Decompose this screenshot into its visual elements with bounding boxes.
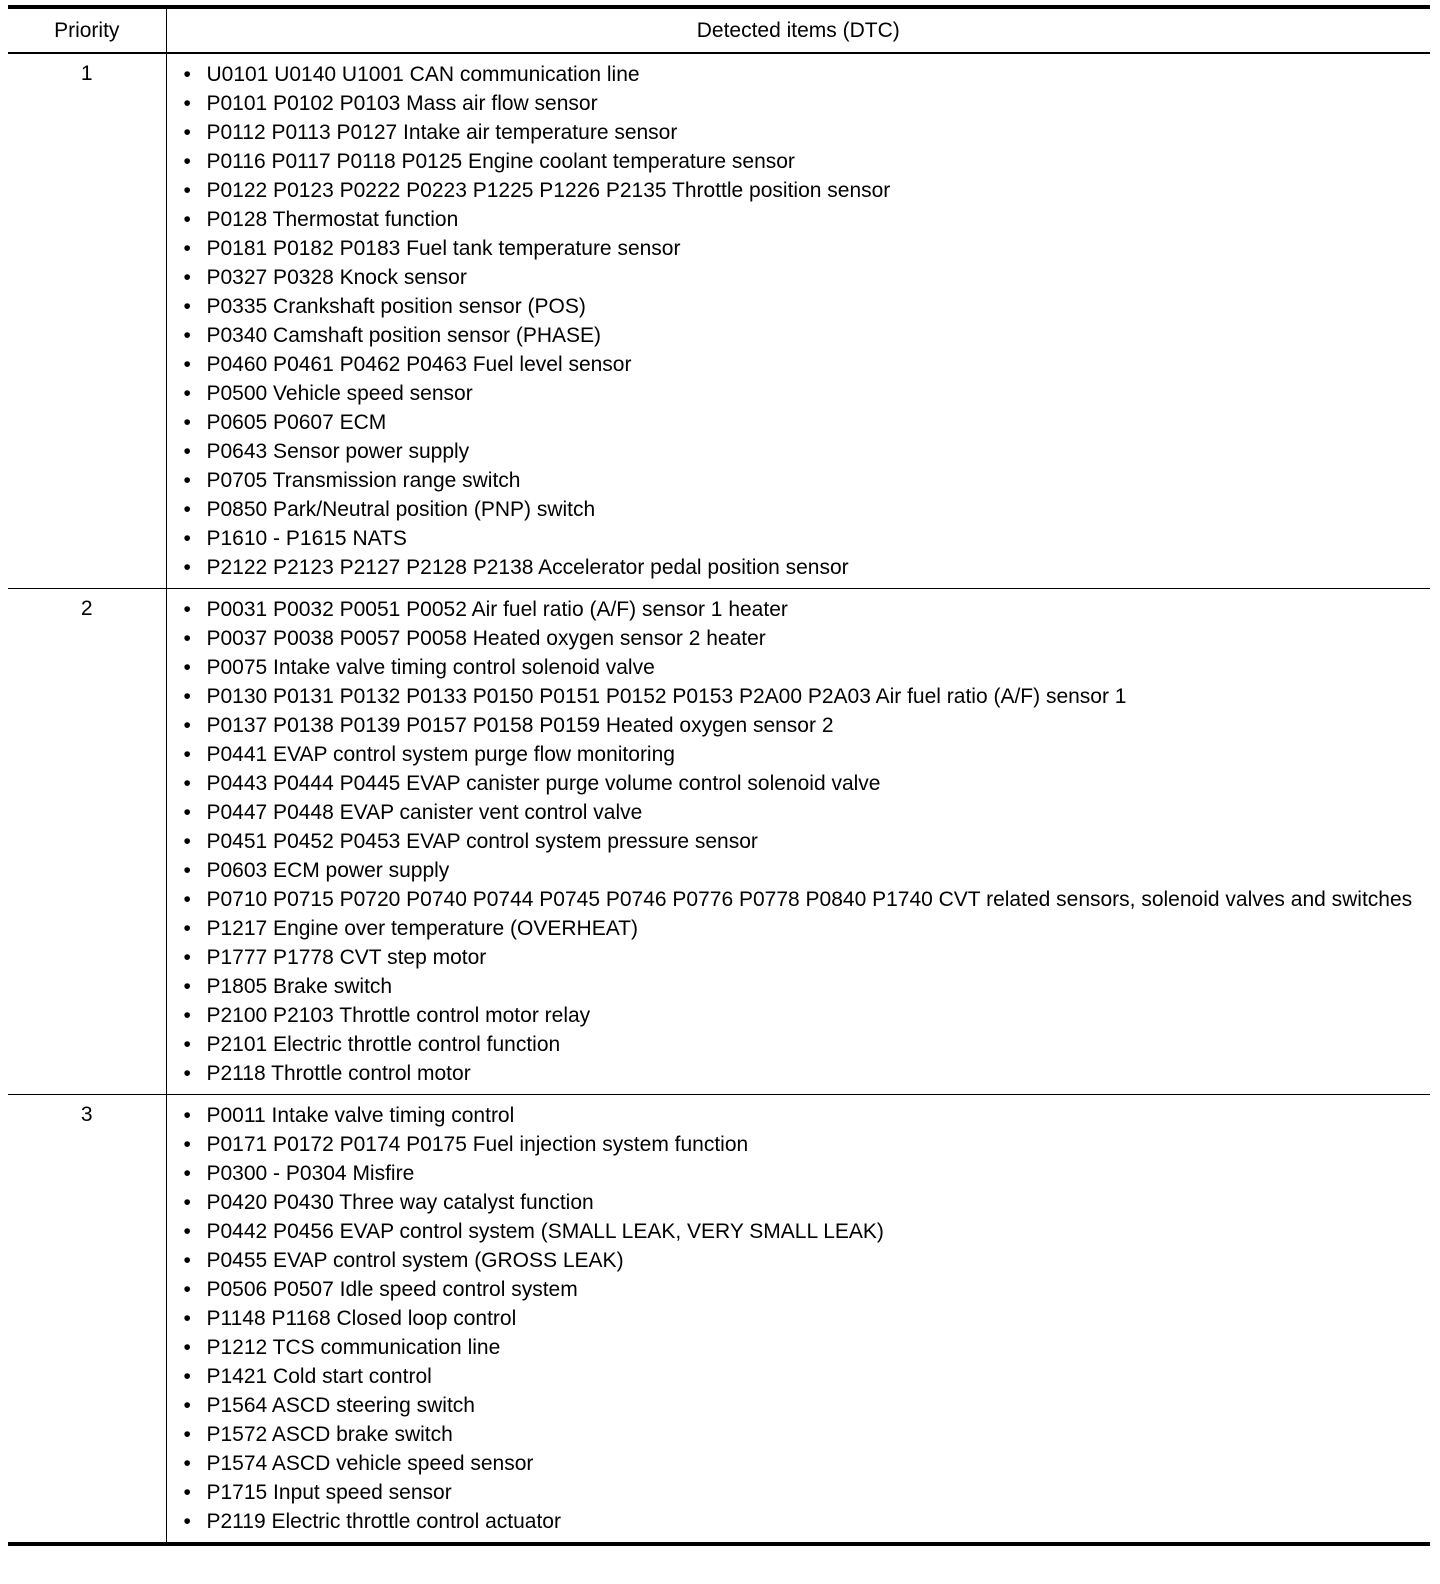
bullet-icon: •: [183, 598, 191, 621]
list-item: [181, 495, 1423, 524]
dtc-item-text: P0171 P0172 P0174 P0175 Fuel injection system function: [206, 1133, 749, 1156]
dtc-item-text: P0122 P0123 P0222 P0223 P1225 P1226 P2135 Throttle position sensor: [206, 179, 891, 202]
list-item: [181, 1159, 1423, 1188]
list-item: [181, 205, 1423, 234]
dtc-item-text: P1574 ASCD vehicle speed sensor: [206, 1452, 534, 1475]
bullet-icon: •: [183, 946, 191, 969]
bullet-icon: •: [183, 1423, 191, 1446]
dtc-item-text: P1715 Input speed sensor: [206, 1481, 452, 1504]
table-row: [8, 589, 1430, 1095]
dtc-item-text: P1148 P1168 Closed loop control: [206, 1307, 517, 1330]
dtc-item-text: P0340 Camshaft position sensor (PHASE): [206, 324, 602, 347]
dtc-item-text: P0101 P0102 P0103 Mass air flow sensor: [206, 92, 598, 115]
dtc-item-text: P0075 Intake valve timing control solenoid valve: [206, 656, 655, 679]
bullet-icon: •: [183, 1220, 191, 1243]
priority-cell: 2: [8, 589, 166, 1095]
list-item: [181, 769, 1423, 798]
dtc-item-text: P0031 P0032 P0051 P0052 Air fuel ratio (A/F) sensor 1 heater: [206, 598, 788, 621]
list-item: [181, 147, 1423, 176]
list-item: [181, 740, 1423, 769]
dtc-item-text: P1212 TCS communication line: [206, 1336, 501, 1359]
list-item: [181, 943, 1423, 972]
dtc-item-text: P1805 Brake switch: [206, 975, 393, 998]
list-item: [181, 437, 1423, 466]
bullet-icon: •: [183, 859, 191, 882]
dtc-item-text: P0442 P0456 EVAP control system (SMALL LEAK, VERY SMALL LEAK): [206, 1220, 884, 1243]
bullet-icon: •: [183, 353, 191, 376]
list-item: [181, 1030, 1423, 1059]
bullet-icon: •: [183, 1062, 191, 1085]
dtc-item-text: P2119 Electric throttle control actuator: [206, 1510, 561, 1533]
list-item: [181, 711, 1423, 740]
bullet-icon: •: [183, 772, 191, 795]
list-item: [181, 524, 1423, 553]
list-item: [181, 321, 1423, 350]
dtc-item-text: U0101 U0140 U1001 CAN communication line: [206, 63, 640, 86]
list-item: [181, 827, 1423, 856]
dtc-list: [181, 595, 1423, 1088]
detected-items-cell: [166, 53, 1430, 589]
list-item: [181, 408, 1423, 437]
bullet-icon: •: [183, 656, 191, 679]
bullet-icon: •: [183, 382, 191, 405]
list-item: [181, 798, 1423, 827]
list-item: [181, 350, 1423, 379]
list-item: [181, 292, 1423, 321]
bullet-icon: •: [183, 150, 191, 173]
dtc-item-text: P2118 Throttle control motor: [206, 1062, 471, 1085]
bullet-icon: •: [183, 627, 191, 650]
dtc-item-text: P0327 P0328 Knock sensor: [206, 266, 467, 289]
bullet-icon: •: [183, 208, 191, 231]
bullet-icon: •: [183, 685, 191, 708]
list-item: [181, 1275, 1423, 1304]
bullet-icon: •: [183, 266, 191, 289]
bullet-icon: •: [183, 1162, 191, 1185]
bullet-icon: •: [183, 469, 191, 492]
dtc-item-text: P1564 ASCD steering switch: [206, 1394, 475, 1417]
list-item: [181, 1246, 1423, 1275]
dtc-item-text: P0443 P0444 P0445 EVAP canister purge volume control solenoid valve: [206, 772, 881, 795]
list-item: [181, 1130, 1423, 1159]
priority-cell: 1: [8, 53, 166, 589]
dtc-item-text: P0441 EVAP control system purge flow monitoring: [206, 743, 675, 766]
list-item: [181, 1059, 1423, 1088]
bullet-icon: •: [183, 1133, 191, 1156]
bullet-icon: •: [183, 411, 191, 434]
list-item: [181, 624, 1423, 653]
dtc-item-text: P1572 ASCD brake switch: [206, 1423, 453, 1446]
list-item: [181, 1001, 1423, 1030]
list-item: [181, 1304, 1423, 1333]
dtc-item-text: P0455 EVAP control system (GROSS LEAK): [206, 1249, 624, 1272]
priority-header: Priority: [8, 7, 166, 53]
dtc-item-text: P0447 P0448 EVAP canister vent control valve: [206, 801, 643, 824]
list-item: [181, 1420, 1423, 1449]
table-header-row: [8, 7, 1430, 53]
bullet-icon: •: [183, 179, 191, 202]
dtc-item-text: P0335 Crankshaft position sensor (POS): [206, 295, 586, 318]
bullet-icon: •: [183, 1104, 191, 1127]
list-item: [181, 60, 1423, 89]
detected-items-cell: [166, 589, 1430, 1095]
bullet-icon: •: [183, 1510, 191, 1533]
dtc-item-text: P0116 P0117 P0118 P0125 Engine coolant temperature sensor: [206, 150, 795, 173]
list-item: [181, 885, 1423, 914]
bullet-icon: •: [183, 1033, 191, 1056]
table-row: [8, 1095, 1430, 1545]
list-item: [181, 1333, 1423, 1362]
list-item: [181, 263, 1423, 292]
list-item: [181, 856, 1423, 885]
bullet-icon: •: [183, 295, 191, 318]
bullet-icon: •: [183, 1307, 191, 1330]
dtc-item-text: P0705 Transmission range switch: [206, 469, 521, 492]
list-item: [181, 118, 1423, 147]
bullet-icon: •: [183, 1191, 191, 1214]
bullet-icon: •: [183, 1394, 191, 1417]
bullet-icon: •: [183, 1249, 191, 1272]
bullet-icon: •: [183, 121, 191, 144]
list-item: [181, 595, 1423, 624]
bullet-icon: •: [183, 714, 191, 737]
bullet-icon: •: [183, 527, 191, 550]
bullet-icon: •: [183, 237, 191, 260]
dtc-item-text: P0710 P0715 P0720 P0740 P0744 P0745 P0746 P0776 P0778 P0840 P1740 CVT related sensors, solenoid valves and switches: [206, 888, 1413, 911]
bullet-icon: •: [183, 498, 191, 521]
list-item: [181, 379, 1423, 408]
bullet-icon: •: [183, 63, 191, 86]
dtc-item-text: P1610 - P1615 NATS: [206, 527, 407, 550]
list-item: [181, 1478, 1423, 1507]
dtc-item-text: P0850 Park/Neutral position (PNP) switch: [206, 498, 596, 521]
dtc-item-text: P2100 P2103 Throttle control motor relay: [206, 1004, 591, 1027]
list-item: [181, 914, 1423, 943]
bullet-icon: •: [183, 1365, 191, 1388]
bullet-icon: •: [183, 1452, 191, 1475]
bullet-icon: •: [183, 556, 191, 579]
bullet-icon: •: [183, 830, 191, 853]
priority-cell: 3: [8, 1095, 166, 1545]
dtc-item-text: P0112 P0113 P0127 Intake air temperature sensor: [206, 121, 678, 144]
dtc-item-text: P0603 ECM power supply: [206, 859, 450, 882]
bullet-icon: •: [183, 92, 191, 115]
dtc-item-text: P2122 P2123 P2127 P2128 P2138 Accelerator pedal position sensor: [206, 556, 849, 579]
dtc-list: [181, 60, 1423, 582]
dtc-item-text: P0420 P0430 Three way catalyst function: [206, 1191, 594, 1214]
list-item: [181, 1507, 1423, 1536]
bullet-icon: •: [183, 917, 191, 940]
list-item: [181, 89, 1423, 118]
dtc-item-text: P1777 P1778 CVT step motor: [206, 946, 487, 969]
bullet-icon: •: [183, 975, 191, 998]
list-item: [181, 653, 1423, 682]
dtc-item-text: P0300 - P0304 Misfire: [206, 1162, 415, 1185]
dtc-item-text: P0643 Sensor power supply: [206, 440, 470, 463]
detected-items-header: Detected items (DTC): [166, 7, 1430, 53]
list-item: [181, 466, 1423, 495]
dtc-item-text: P0037 P0038 P0057 P0058 Heated oxygen sensor 2 heater: [206, 627, 766, 650]
list-item: [181, 553, 1423, 582]
list-item: [181, 1188, 1423, 1217]
dtc-item-text: P0130 P0131 P0132 P0133 P0150 P0151 P0152 P0153 P2A00 P2A03 Air fuel ratio (A/F) sensor 1: [206, 685, 1127, 708]
table-body: [8, 53, 1430, 1544]
detected-items-cell: [166, 1095, 1430, 1545]
bullet-icon: •: [183, 888, 191, 911]
dtc-item-text: P1217 Engine over temperature (OVERHEAT): [206, 917, 638, 940]
dtc-item-text: P0605 P0607 ECM: [206, 411, 387, 434]
dtc-item-text: P0451 P0452 P0453 EVAP control system pressure sensor: [206, 830, 758, 853]
bullet-icon: •: [183, 1336, 191, 1359]
list-item: [181, 234, 1423, 263]
dtc-priority-table: [8, 5, 1430, 1546]
table-row: [8, 53, 1430, 589]
dtc-item-text: P0181 P0182 P0183 Fuel tank temperature sensor: [206, 237, 681, 260]
list-item: [181, 1101, 1423, 1130]
list-item: [181, 1217, 1423, 1246]
dtc-item-text: P0500 Vehicle speed sensor: [206, 382, 473, 405]
dtc-item-text: P0137 P0138 P0139 P0157 P0158 P0159 Heated oxygen sensor 2: [206, 714, 834, 737]
list-item: [181, 176, 1423, 205]
dtc-item-text: P0506 P0507 Idle speed control system: [206, 1278, 578, 1301]
bullet-icon: •: [183, 1278, 191, 1301]
list-item: [181, 1449, 1423, 1478]
bullet-icon: •: [183, 1004, 191, 1027]
list-item: [181, 682, 1423, 711]
dtc-item-text: P1421 Cold start control: [206, 1365, 432, 1388]
list-item: [181, 1391, 1423, 1420]
dtc-item-text: P0460 P0461 P0462 P0463 Fuel level sensor: [206, 353, 632, 376]
bullet-icon: •: [183, 1481, 191, 1504]
dtc-item-text: P2101 Electric throttle control function: [206, 1033, 561, 1056]
bullet-icon: •: [183, 440, 191, 463]
dtc-item-text: P0128 Thermostat function: [206, 208, 459, 231]
dtc-item-text: P0011 Intake valve timing control: [206, 1104, 515, 1127]
list-item: [181, 1362, 1423, 1391]
dtc-list: [181, 1101, 1423, 1536]
bullet-icon: •: [183, 743, 191, 766]
bullet-icon: •: [183, 324, 191, 347]
bullet-icon: •: [183, 801, 191, 824]
list-item: [181, 972, 1423, 1001]
